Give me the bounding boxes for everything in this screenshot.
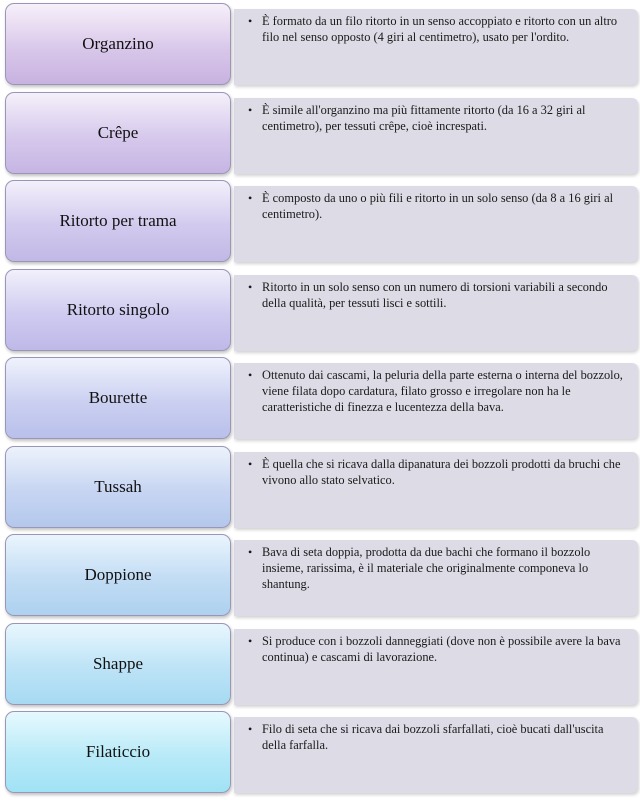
- bullet-icon: •: [248, 545, 253, 559]
- description-list: [246, 13, 628, 45]
- diagram-row: [0, 446, 640, 528]
- description-list: [246, 279, 628, 311]
- description-text: Ritorto in un solo senso con un numero di torsioni variabili a secondo della qualità, per tessuti lisci e sottili.: [262, 279, 608, 310]
- description-list: [246, 102, 628, 134]
- description-list: [246, 721, 628, 753]
- description-item: [248, 721, 628, 753]
- term-box: Doppione: [5, 534, 231, 616]
- description-box: [234, 540, 638, 616]
- description-text: Filo di seta che si ricava dai bozzoli sfarfallati, cioè bucati dall'uscita della farfalla.: [262, 722, 604, 752]
- description-text: È formato da un filo ritorto in un senso accoppiato e ritorto con un altro filo nel senso opposto (4 giri al centimetro), usato per l'ordito.: [262, 14, 618, 44]
- diagram-row: [0, 269, 640, 351]
- term-box: Ritorto per trama: [5, 180, 231, 262]
- term-box: Crêpe: [5, 92, 231, 174]
- bullet-icon: •: [248, 14, 253, 28]
- term-box: Filaticcio: [5, 711, 231, 793]
- diagram-row: [0, 3, 640, 85]
- description-box: [234, 275, 638, 351]
- term-box: Tussah: [5, 446, 231, 528]
- description-item: [248, 13, 628, 45]
- description-box: [234, 363, 638, 439]
- diagram-row: [0, 357, 640, 439]
- diagram-row: [0, 534, 640, 616]
- description-box: [234, 98, 638, 174]
- description-item: [248, 102, 628, 134]
- description-text: Bava di seta doppia, prodotta da due bachi che formano il bozzolo insieme, rarissima, è il materiale che originalmente componeva lo shantung.: [262, 545, 591, 591]
- description-box: [234, 452, 638, 528]
- description-item: [248, 456, 628, 488]
- bullet-icon: •: [248, 633, 253, 648]
- description-item: [248, 367, 628, 415]
- description-item: [248, 279, 628, 311]
- term-box: Organzino: [5, 3, 231, 85]
- description-text: È composto da uno o più fili e ritorto in un solo senso (da 8 a 16 giri al centimetro).: [262, 191, 614, 221]
- description-box: [234, 186, 638, 262]
- diagram-row: [0, 711, 640, 793]
- description-list: [246, 190, 628, 222]
- description-box: [234, 9, 638, 85]
- bullet-icon: •: [248, 279, 253, 294]
- description-item: [248, 190, 628, 222]
- term-box: Shappe: [5, 623, 231, 705]
- description-item: [248, 544, 628, 592]
- description-list: [246, 456, 628, 488]
- bullet-icon: •: [248, 102, 253, 117]
- description-text: Ottenuto dai cascami, la peluria della parte esterna o interna del bozzolo, viene filata dopo cardatura, filato grosso e irregolare non ha le caratteristiche di finezza e lucentezza della bava.: [262, 368, 623, 414]
- description-text: È quella che si ricava dalla dipanatura dei bozzoli prodotti da bruchi che vivono allo stato selvatico.: [262, 456, 621, 487]
- description-box: [234, 717, 638, 793]
- bullet-icon: •: [248, 191, 253, 205]
- description-list: [246, 633, 628, 665]
- diagram-row: [0, 92, 640, 174]
- description-list: [246, 367, 628, 415]
- description-item: [248, 633, 628, 665]
- description-box: [234, 629, 638, 705]
- description-text: È simile all'organzino ma più fittamente ritorto (da 16 a 32 giri al centimetro), per tessuti crêpe, cioè increspati.: [262, 102, 586, 133]
- bullet-icon: •: [248, 722, 253, 736]
- term-box: Bourette: [5, 357, 231, 439]
- description-list: [246, 544, 628, 592]
- bullet-icon: •: [248, 456, 253, 471]
- diagram-row: [0, 623, 640, 705]
- description-text: Si produce con i bozzoli danneggiati (dove non è possibile avere la bava continua) e cascami di lavorazione.: [262, 633, 621, 664]
- bullet-icon: •: [248, 368, 253, 382]
- term-box: Ritorto singolo: [5, 269, 231, 351]
- diagram-row: [0, 180, 640, 262]
